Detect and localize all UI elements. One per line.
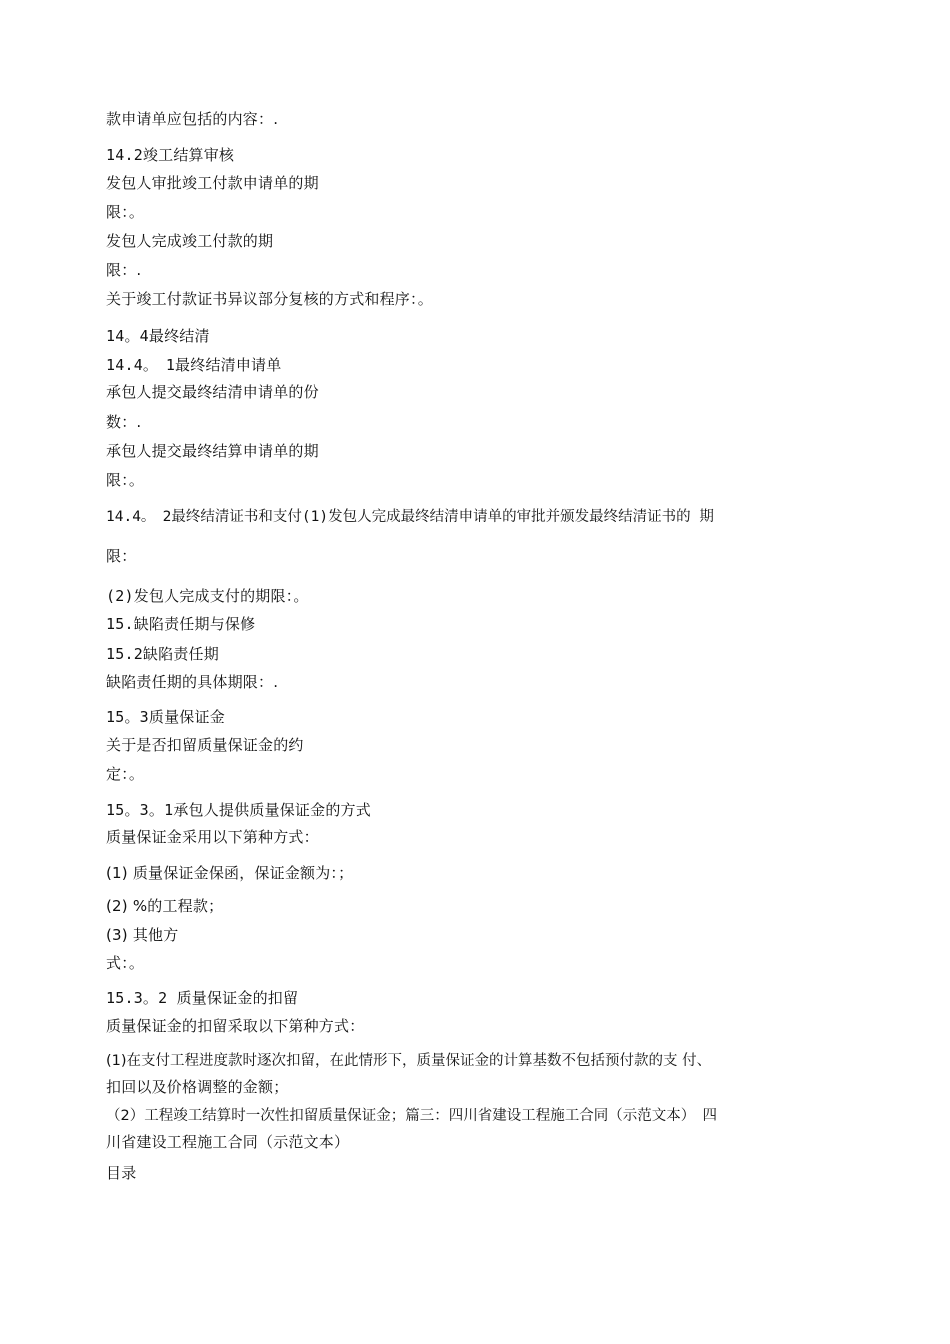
section-heading: 14。4最终结清	[106, 327, 210, 345]
text-line: 目录	[106, 1164, 137, 1182]
section-heading: 15。3。1承包人提供质量保证金的方式	[106, 801, 371, 819]
text-line: 定：。	[106, 765, 145, 783]
text-line: 限：.	[106, 261, 142, 279]
text-line: 承包人提交最终结算申请单的期	[106, 442, 319, 460]
text-line: (1)在支付工程进度款时逐次扣留，在此情形下，质量保证金的计算基数不包括预付款的支 付、	[106, 1053, 712, 1069]
section-heading: 15.2缺陷责任期	[106, 645, 219, 663]
text-line: 缺陷责任期的具体期限：.	[106, 673, 279, 691]
section-heading: 14.4。 2最终结清证书和支付(1)发包人完成最终结清申请单的审批并颁发最终结清证书的 期	[106, 509, 714, 525]
text-line: 关于是否扣留质量保证金的约	[106, 736, 304, 754]
text-line: 承包人提交最终结清申请单的份	[106, 383, 319, 401]
list-item: (1) 质量保证金保函，保证金额为：；	[106, 864, 354, 882]
section-heading: 14.4。 1最终结清申请单	[106, 356, 282, 374]
text-line: (2)发包人完成支付的期限：。	[106, 587, 309, 605]
text-line: 质量保证金的扣留采取以下第种方式：	[106, 1017, 365, 1035]
text-line: 关于竣工付款证书异议部分复核的方式和程序：。	[106, 290, 433, 308]
section-heading: 15.3。2 质量保证金的扣留	[106, 989, 299, 1007]
text-line: 发包人完成竣工付款的期	[106, 232, 274, 250]
text-line: 款申请单应包括的内容：.	[106, 110, 279, 128]
text-line: 川省建设工程施工合同（示范文本）	[106, 1133, 350, 1151]
text-line: 限：	[106, 547, 137, 565]
text-line: 发包人审批竣工付款申请单的期	[106, 174, 319, 192]
text-line: 质量保证金采用以下第种方式：	[106, 828, 319, 846]
text-line: 限：。	[106, 471, 145, 489]
text-line: 式：。	[106, 954, 145, 972]
list-item: (2) %的工程款；	[106, 897, 224, 915]
section-heading: 15.缺陷责任期与保修	[106, 615, 256, 633]
text-line: 数：.	[106, 413, 142, 431]
section-heading: 15。3质量保证金	[106, 708, 225, 726]
text-line: （2）工程竣工结算时一次性扣留质量保证金；篇三：四川省建设工程施工合同（示范文本） 四	[106, 1108, 717, 1124]
text-line: 扣回以及价格调整的金额；	[106, 1078, 289, 1096]
list-item: (3) 其他方	[106, 926, 179, 944]
section-heading: 14.2竣工结算审核	[106, 146, 235, 164]
text-line: 限：。	[106, 203, 145, 221]
